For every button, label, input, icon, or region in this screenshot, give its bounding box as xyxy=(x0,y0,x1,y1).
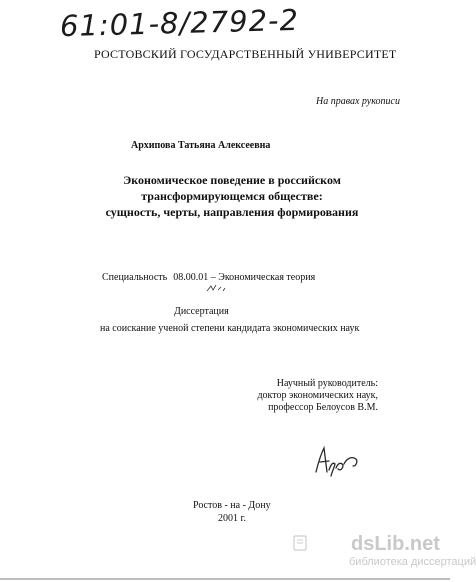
supervisor-line: профессор Белоусов В.М. xyxy=(268,402,378,413)
title-line: трансформирующемся обществе: xyxy=(141,189,323,203)
handwritten-catalog-number: 61:01-8/2792-2 xyxy=(59,2,300,44)
title-line: сущность, черты, направления формирования xyxy=(105,205,359,219)
handwritten-signature xyxy=(312,442,364,482)
watermark-book-icon xyxy=(293,535,307,551)
work-type: Диссертация xyxy=(174,306,229,317)
watermark-subtitle: библиотека диссертаций xyxy=(349,556,476,568)
supervisor-line: доктор экономических наук, xyxy=(257,390,378,401)
manuscript-rights-note: На правах рукописи xyxy=(316,96,400,107)
watermark xyxy=(293,533,476,575)
degree-line: на соискание ученой степени кандидата экономических наук xyxy=(100,323,360,334)
specialty-label: Специальность xyxy=(102,272,168,283)
university-name: РОСТОВСКИЙ ГОСУДАРСТВЕННЫЙ УНИВЕРСИТЕТ xyxy=(94,47,397,61)
author-name: Архипова Татьяна Алексеевна xyxy=(131,140,271,151)
watermark-brand: dsLib.net xyxy=(351,533,440,555)
dissertation-title xyxy=(100,172,364,220)
supervisor-block xyxy=(254,378,378,414)
pen-mark xyxy=(205,282,227,294)
bottom-edge-line xyxy=(0,578,450,580)
city: Ростов - на - Дону xyxy=(193,500,271,511)
specialty-code: 08.00.01 – Экономическая теория xyxy=(173,272,316,283)
supervisor-line: Научный руководитель: xyxy=(276,378,378,389)
year: 2001 г. xyxy=(218,513,246,524)
title-line: Экономическое поведение в российском xyxy=(123,173,341,187)
